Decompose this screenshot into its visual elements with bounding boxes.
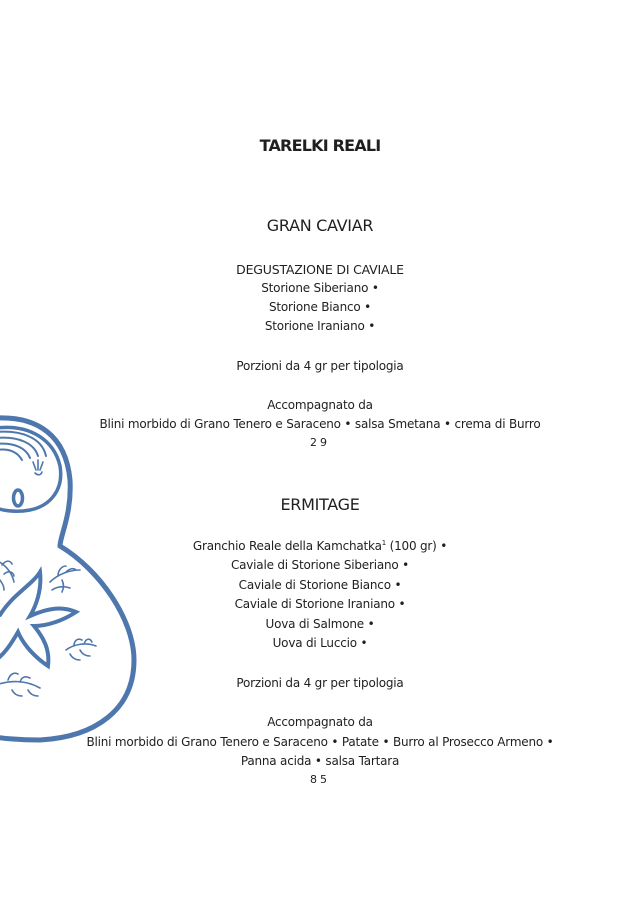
gran-caviar-item: Storione Bianco • [268,300,372,314]
menu-title: TARELKI REALI [259,136,381,155]
gran-caviar-portion-note: Porzioni da 4 gr per tipologia [236,359,404,373]
ermitage-item: Uova di Luccio • [272,636,368,650]
ermitage-item: Caviale di Storione Iraniano • [234,597,406,611]
ermitage-item: Uova di Salmone • [265,617,375,631]
ermitage-item: Caviale di Storione Siberiano • [230,558,410,572]
gran-caviar-subheading: DEGUSTAZIONE DI CAVIALE [236,262,404,277]
section-heading-ermitage: ERMITAGE [280,495,360,514]
ermitage-item: Caviale di Storione Bianco • [238,578,402,592]
section-heading-gran-caviar: GRAN CAVIAR [266,216,374,235]
gran-caviar-item: Storione Iraniano • [264,319,376,333]
gran-caviar-price: 29 [310,436,330,449]
ermitage-accompaniment: Blini morbido di Grano Tenero e Saraceno • Patate • Burro al Prosecco Armeno • [86,735,554,749]
ermitage-accompaniment: Panna acida • salsa Tartara [240,754,400,768]
ermitage-accompaniment-intro: Accompagnato da [267,715,373,729]
ermitage-item [0,539,640,553]
gran-caviar-item: Storione Siberiano • [261,281,379,295]
ermitage-item-suffix: (100 gr) • [385,539,448,553]
ermitage-price: 85 [310,773,330,786]
gran-caviar-accompaniment-intro: Accompagnato da [267,398,373,412]
ermitage-portion-note: Porzioni da 4 gr per tipologia [236,676,404,690]
gran-caviar-accompaniment: Blini morbido di Grano Tenero e Saraceno • salsa Smetana • crema di Burro [99,417,541,431]
footnote-marker: 1 [381,539,386,547]
ermitage-item-text: Granchio Reale della Kamchatka [192,539,382,553]
